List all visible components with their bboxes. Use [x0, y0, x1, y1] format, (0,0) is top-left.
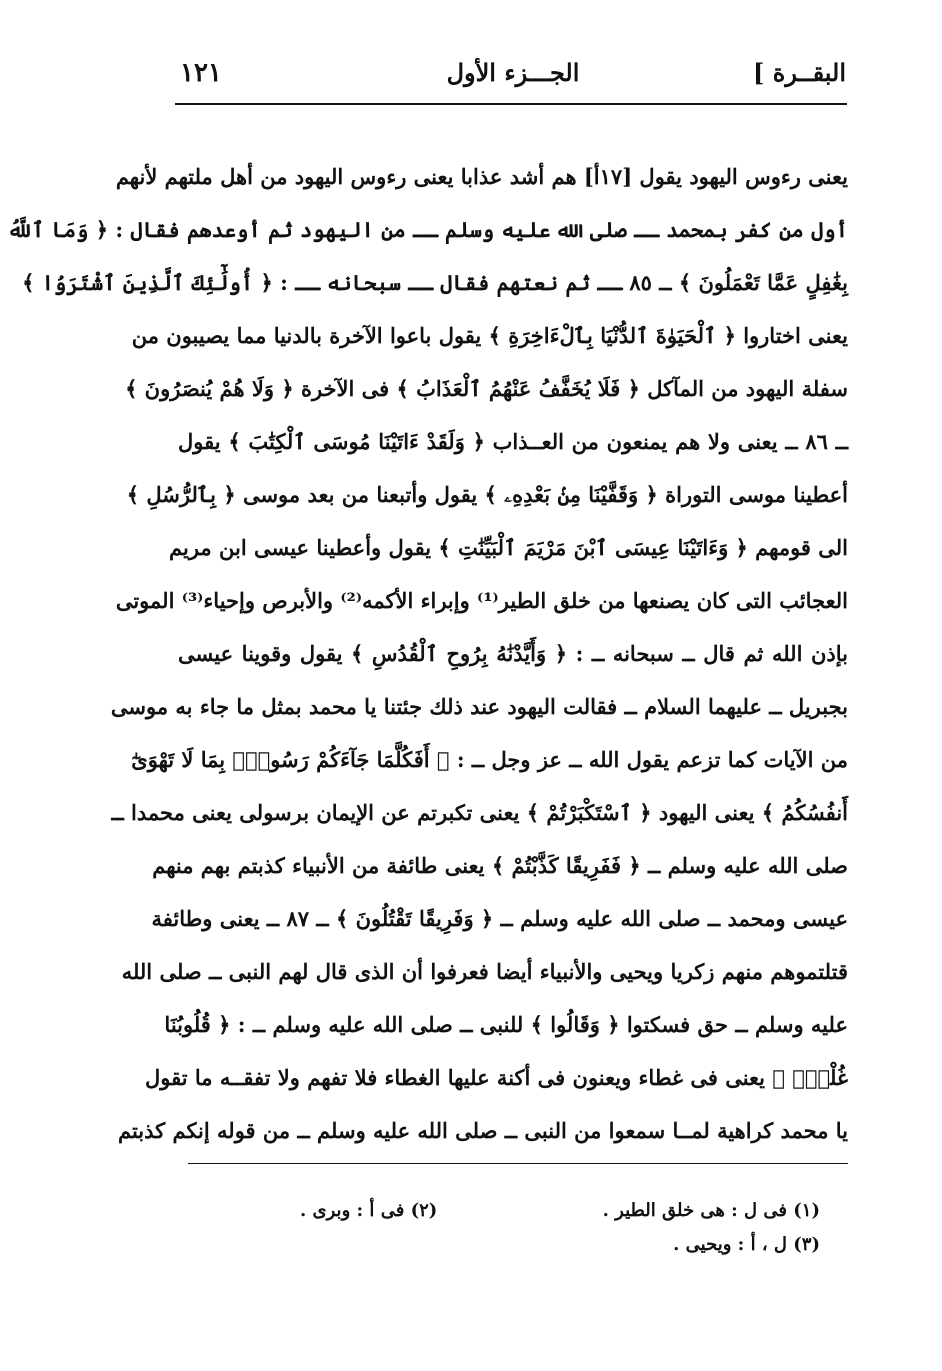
- page-number: ١٢١: [180, 58, 222, 88]
- surah-title: البقــرة ]: [753, 58, 846, 87]
- body-text: [7, 150, 848, 1157]
- text-line: يعنى اختاروا ﴿ ٱلْحَيَوٰةَ ٱلدُّنْيَا بِٱلْءَاخِرَةِ ﴾ يقول باعوا الآخرة بالدنيا مما يصيبون من: [131, 323, 848, 348]
- part-title: الجـــزء الأول: [446, 58, 580, 87]
- footnote-rule: [188, 1163, 848, 1164]
- text-line: أعطينا موسى التوراة ﴿ وَقَفَّيْنَا مِنۢ بَعْدِهِۦ ﴾ يقول وأتبعنا من بعد موسى ﴿ بِٱلرُّسُلِ ﴾: [126, 482, 848, 507]
- text-line: يعنى رءوس اليهود يقول [١٧أ] هم أشد عذابا يعنى رءوس اليهود من أهل ملتهم لأنهم: [115, 164, 848, 189]
- text-line: أول من كفر بمحمد ــ صلى الله عليه وسلم ــ من اليهود ثم أوعدهم فقال : ﴿ وَمَا ٱللَّهُ: [7, 217, 848, 242]
- text-line: عيسى ومحمد ــ صلى الله عليه وسلم ــ ﴿ وَفَرِيقًا تَقْتُلُونَ ﴾ ــ ٨٧ ــ يعنى وطائفة: [151, 906, 848, 931]
- text-line: عليه وسلم ــ حق فسكتوا ﴿ وَقَالُوا ﴾ للنبى ــ صلى الله عليه وسلم ــ : ﴿ قُلُوبُنَا: [164, 1012, 848, 1037]
- text-line: الى قومهم ﴿ وَءَاتَيْنَا عِيسَى ٱبْنَ مَرْيَمَ ٱلْبَيِّنَٰتِ ﴾ يقول وأعطينا عيسى ابن مريم: [169, 535, 848, 560]
- text-line: العجائب التى كان يصنعها من خلق الطير⁽¹⁾ وإبراء الأكمه⁽²⁾ والأبرص وإحياء⁽³⁾ الموتى: [115, 588, 848, 613]
- text-line: صلى الله عليه وسلم ــ ﴿ فَفَرِيقًا كَذَّبْتُمْ ﴾ يعنى طائفة من الأنبياء كذبتم بهم منهم: [152, 853, 848, 878]
- text-line: من الآيات كما تزعم يقول الله ــ عز وجل ــ : ﴿ أَفَكُلَّمَا جَآءَكُمْ رَسُولٌۢ بِمَا لَا تَهْوَىٰٓ: [131, 747, 848, 772]
- running-header: [180, 58, 846, 98]
- text-line: بِغَٰفِلٍ عَمَّا تَعْمَلُونَ ﴾ ــ ٨٥ ــ ثم نعتهم فقال ــ سبحانه ــ : ﴿ أُولَٰٓئِكَ ٱلَّذِينَ ٱشْتَرَوُا ﴾: [22, 270, 848, 295]
- text-line: أَنفُسُكُمُ ﴾ يعنى اليهود ﴿ ٱسْتَكْبَرْتُمْ ﴾ يعنى تكبرتم عن الإيمان برسولى يعنى محمدا ــ: [111, 800, 848, 825]
- text-line: سفلة اليهود من المآكل ﴿ فَلَا يُخَفَّفُ عَنْهُمُ ٱلْعَذَابُ ﴾ فى الآخرة ﴿ وَلَا هُمْ يُنصَرُونَ ﴾: [125, 376, 848, 401]
- footnote-3: (٣) ل ، أ : ويحيى .: [673, 1234, 820, 1255]
- text-line: يا محمد كراهية لمــا سمعوا من النبى ــ صلى الله عليه وسلم ــ من قوله إنكم كذبتم: [117, 1118, 848, 1143]
- header-rule: [175, 103, 847, 105]
- text-line: بإذن الله ثم قال ــ سبحانه ــ : ﴿ وَأَيَّدْنَٰهُ بِرُوحِ ٱلْقُدُسِ ﴾ يقول وقوينا عيسى: [178, 641, 848, 666]
- text-line: ــ ٨٦ ــ يعنى ولا هم يمنعون من العــذاب ﴿ وَلَقَدْ ءَاتَيْنَا مُوسَى ٱلْكِتَٰبَ ﴾ يقول: [178, 429, 848, 454]
- text-line: بجبريل ــ عليهما السلام ــ فقالت اليهود عند ذلك جئتنا يا محمد بمثل ما جاء به موسى: [110, 694, 848, 719]
- footnote-2: (٢) فى أ : وبرى .: [300, 1200, 438, 1221]
- footnote-1: (١) فى ل : هى خلق الطير .: [602, 1200, 820, 1221]
- text-line: قتلتموهم منهم زكريا ويحيى والأنبياء أيضا فعرفوا أن الذى قال لهم النبى ــ صلى الله: [121, 959, 848, 984]
- text-line: غُلْفٌۢ ﴾ يعنى فى غطاء ويعنون فى أكنة عليها الغطاء فلا تفهم ولا تفقــه ما تقول: [145, 1065, 848, 1090]
